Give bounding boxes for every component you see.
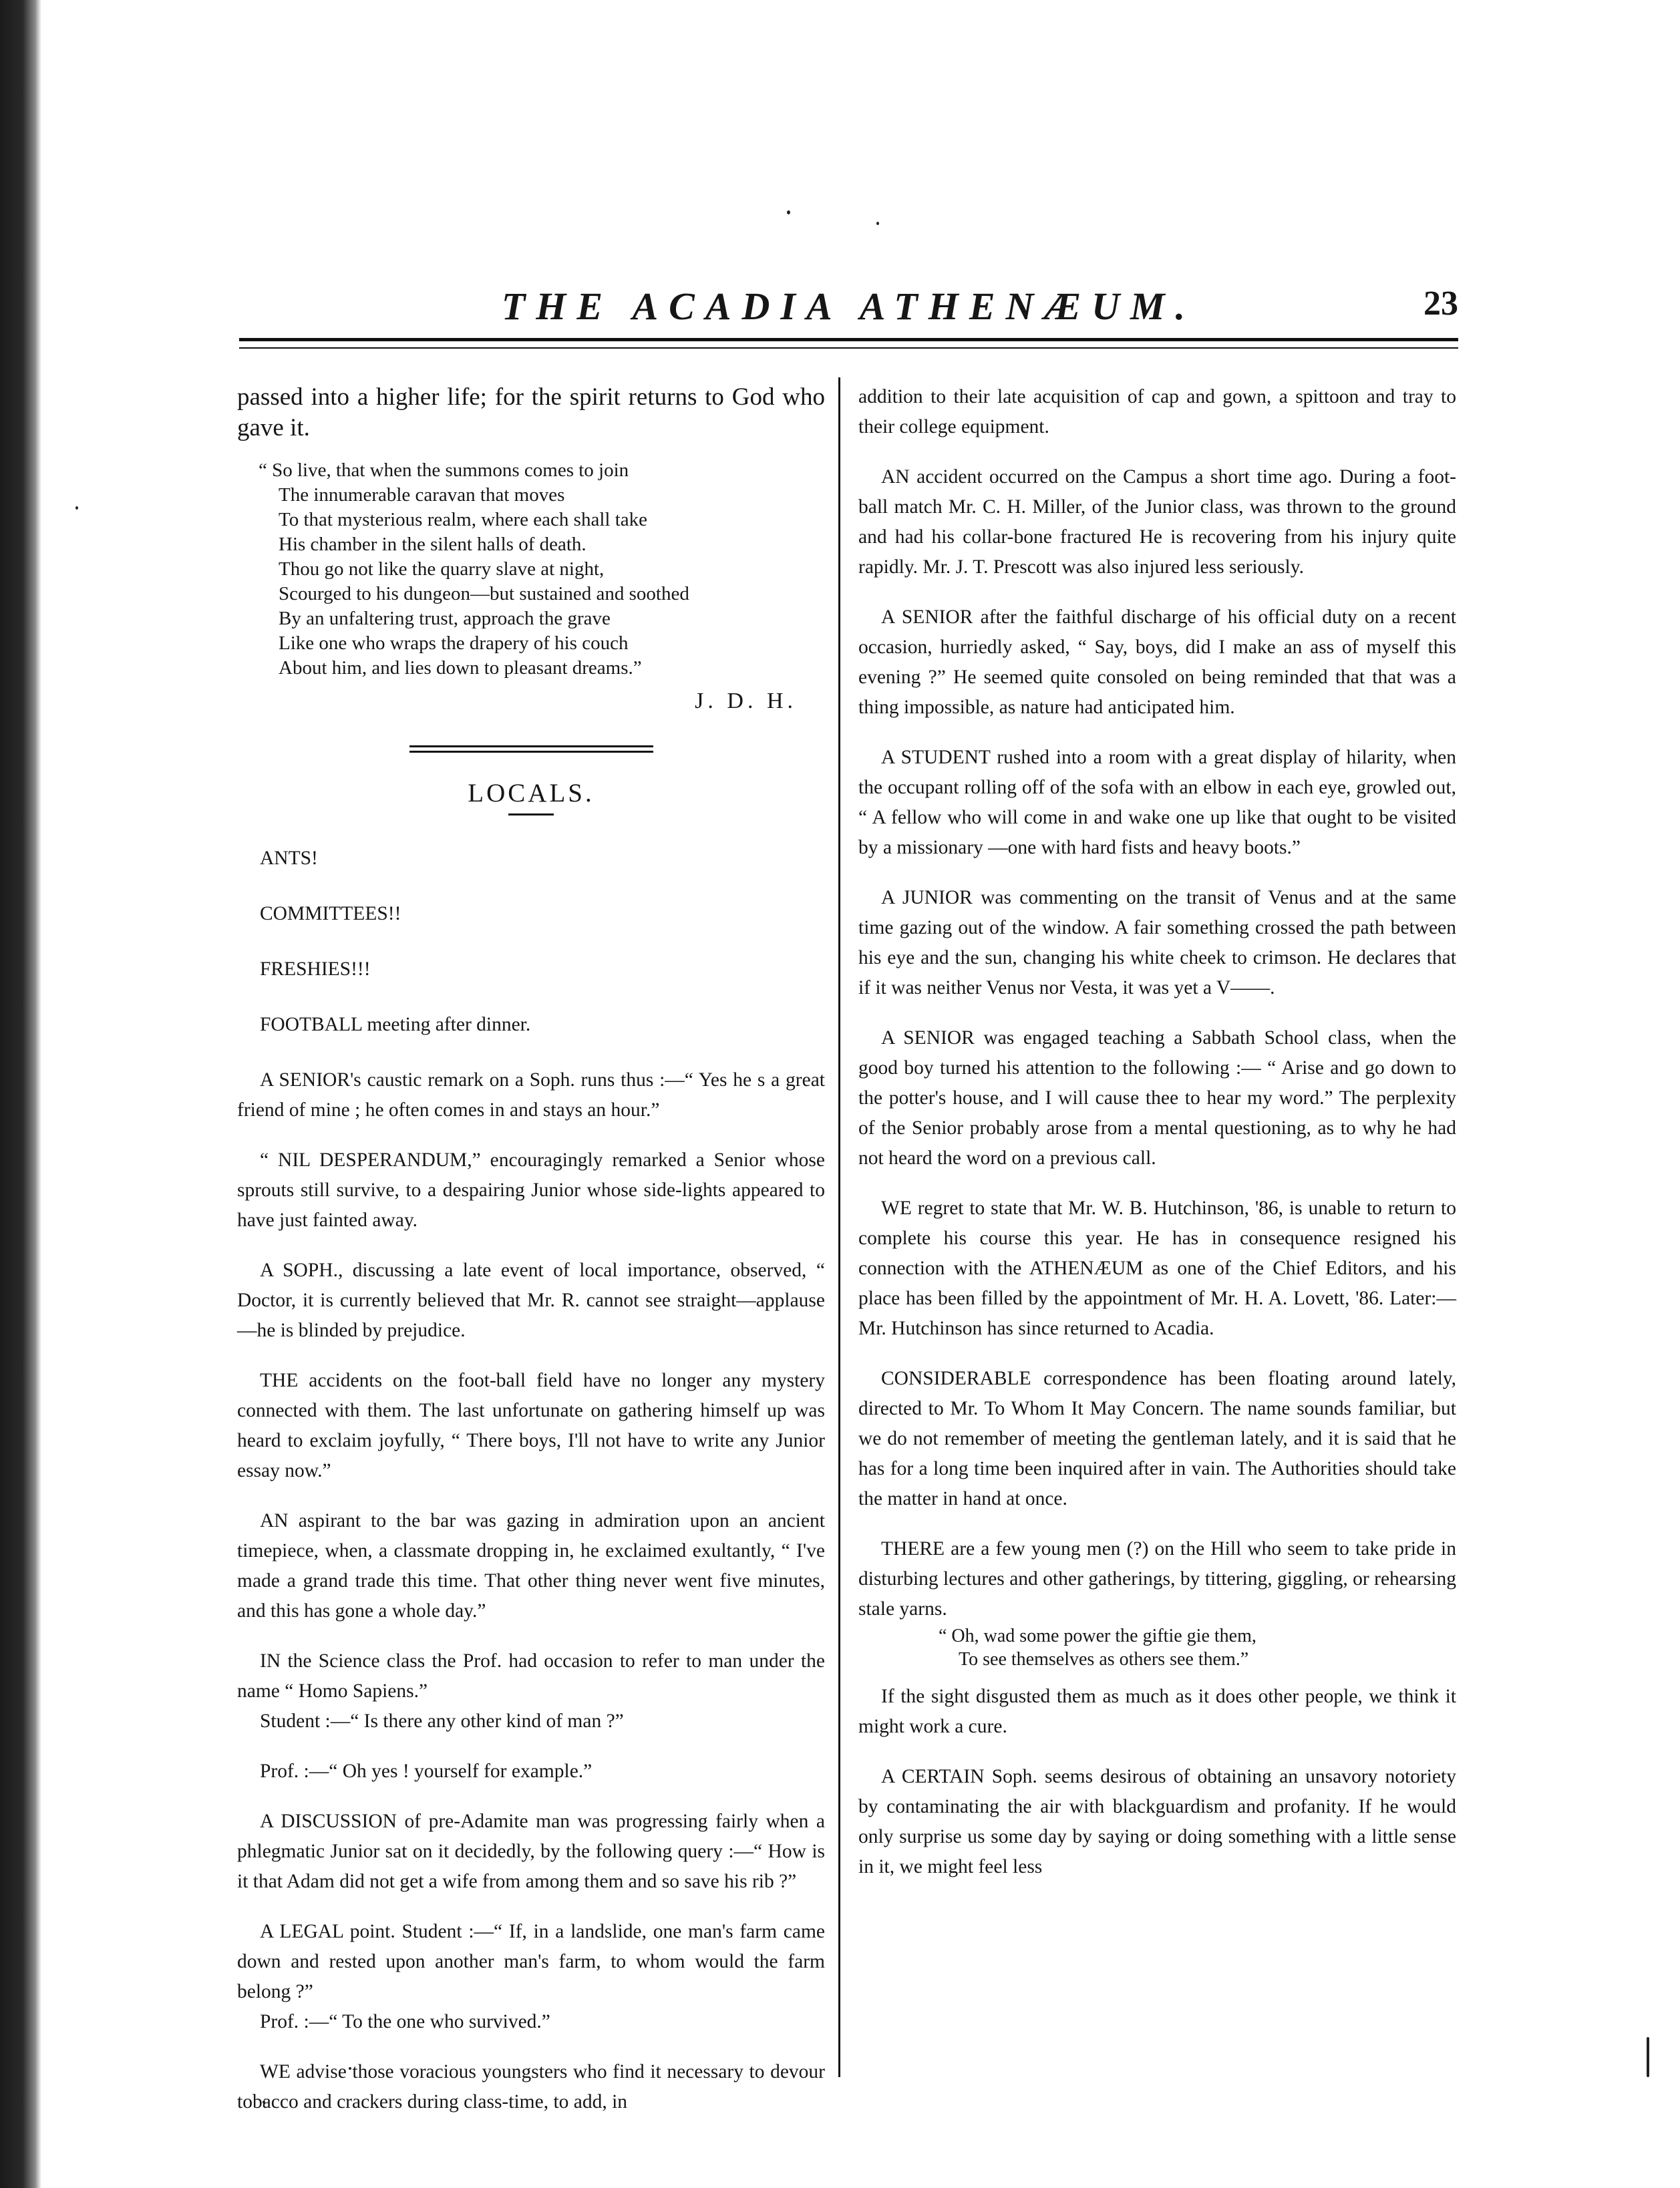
section-divider [409, 745, 653, 753]
local-item: A STUDENT rushed into a room with a great display of hilarity, when the occupant rolling off of the sofa with an elbow in each eye, growled out, “ A fellow who will come in and wake one up like that ought to be visited by a missionary —one with hard fists and heavy boots.” [858, 747, 1456, 858]
ink-speck [75, 506, 78, 510]
local-item: AN aspirant to the bar was gazing in admiration upon an ancient timepiece, when, a classmate dropping in, he exclaimed exultantly, “ I've made a grand trade this time. That other thing never went five minutes, and this has gone a whole day.” [237, 1510, 825, 1622]
local-item: FRESHIES!!! [260, 958, 371, 980]
continued-text: addition to their late acquisition of cap and gown, a spittoon and tray to their college equipment. [858, 386, 1456, 437]
poem-line: The innumerable caravan that moves [279, 484, 565, 506]
local-item: ANTS! [260, 848, 318, 869]
local-item: WE advise those voracious youngsters who find it necessary to devour tobacco and crackers during class-time, to add, in [237, 2061, 825, 2113]
poem-line: Like one who wraps the drapery of his couch [279, 632, 629, 654]
header-rule-thin [239, 347, 1458, 349]
local-item: COMMITTEES!! [260, 903, 401, 924]
section-heading-locals: LOCALS. [468, 779, 595, 807]
local-item: THERE are a few young men (?) on the Hill who seem to take pride in disturbing lectures and other gatherings, by tittering, giggling, or rehearsing stale yarns. [858, 1538, 1456, 1620]
local-item: A JUNIOR was commenting on the transit of Venus and at the same time gazing out of the window. A fair something crossed the path between his eye and the sun, changing his white cheek to crimson. He declares that if it was neither Venus nor Vesta, it was yet a V——. [858, 887, 1456, 998]
poem-line: Thou go not like the quarry slave at night, [279, 558, 605, 580]
ink-speck [787, 210, 790, 214]
local-item: A SOPH., discussing a late event of local importance, observed, “ Doctor, it is currently believed that Mr. R. cannot see straight—applause—he is blinded by prejudice. [237, 1260, 825, 1341]
verse-line: “ Oh, wad some power the giftie gie them, [939, 1626, 1256, 1646]
poem-signature: J. D. H. [695, 689, 797, 713]
continued-text: passed into a higher life; for the spirit returns to God who gave it. [237, 383, 825, 441]
column-divider [838, 377, 840, 2077]
local-item: THE accidents on the foot-ball field have no longer any mystery connected with them. The last unfortunate on gathering himself up was heard to exclaim joyfully, “ There boys, I'll not have to write any Junior essay now.” [237, 1370, 825, 1481]
journal-title: THE ACADIA ATHENÆUM. [501, 285, 1196, 328]
header-rule-thick [239, 338, 1458, 341]
local-item: A DISCUSSION of pre-Adamite man was progressing fairly when a phlegmatic Junior sat on it decidedly, by the following query :—“ How is it that Adam did not get a wife from among them and so save his rib ?” [237, 1811, 825, 1892]
local-item: CONSIDERABLE correspondence has been floating around lately, directed to Mr. To Whom It May Concern. The name sounds familiar, but we do not remember of meeting the gentleman lately, and it is said that he has for a long time been inquired after in vain. The Authorities should take the matter in hand at once. [858, 1368, 1456, 1509]
local-item: AN accident occurred on the Campus a short time ago. During a foot-ball match Mr. C. H. Miller, of the Junior class, was thrown to the ground and had his collar-bone fractured He is recovering from his injury quite rapidly. Mr. J. T. Prescott was also injured less seriously. [858, 466, 1456, 578]
dialogue-line: Prof. :—“ Oh yes ! yourself for example.” [260, 1761, 593, 1782]
ink-speck [1647, 2037, 1649, 2077]
local-item: A LEGAL point. Student :—“ If, in a landslide, one man's farm came down and rested upon another man's farm, to whom would the farm belong ?” [237, 1921, 825, 2002]
local-item: If the sight disgusted them as much as it does other people, we think it might work a cure. [858, 1686, 1456, 1737]
poem-line: To that mysterious realm, where each shall take [279, 509, 647, 530]
verse-line: To see themselves as others see them.” [959, 1649, 1249, 1670]
dialogue-line: Student :—“ Is there any other kind of man ?” [260, 1710, 624, 1732]
poem-line: His chamber in the silent halls of death. [279, 534, 586, 555]
poem-line: Scourged to his dungeon—but sustained and soothed [279, 583, 689, 604]
local-item: A SENIOR after the faithful discharge of his official duty on a recent occasion, hurriedly asked, “ Say, boys, did I make an ass of myself this evening ?” He seemed quite consoled on being reminded that that was a thing impossible, as nature had anticipated him. [858, 606, 1456, 718]
ink-speck [876, 222, 879, 225]
quoted-verse [939, 1624, 1456, 1671]
poem-line: About him, and lies down to pleasant dreams.” [279, 657, 642, 679]
local-item: A SENIOR's caustic remark on a Soph. runs thus :—“ Yes he s a great friend of mine ; he often comes in and stays an hour.” [237, 1069, 825, 1121]
poem-line: By an unfaltering trust, approach the grave [279, 608, 611, 629]
local-item: A SENIOR was engaged teaching a Sabbath School class, when the good boy turned his attention to the following :— “ Arise and go down to the potter's house, and I will cause thee to hear my word.” The perplexity of the Senior probably arose from a mental questioning, as to why he had not heard the word on a previous call. [858, 1027, 1456, 1169]
local-item: A CERTAIN Soph. seems desirous of obtaining an unsavory notoriety by contaminating the air with blackguardism and profanity. If he would only surprise us some day by saying or doing something with a little sense in it, we might feel less [858, 1766, 1456, 1877]
heading-underline [508, 813, 554, 815]
poem-line: “ So live, that when the summons comes to join [259, 460, 629, 481]
quoted-poem [259, 458, 825, 681]
right-column [858, 382, 1456, 1902]
local-item: IN the Science class the Prof. had occasion to refer to man under the name “ Homo Sapiens.” [237, 1650, 825, 1702]
dialogue-line: Prof. :—“ To the one who survived.” [260, 2011, 550, 2032]
local-item: “ NIL DESPERANDUM,” encouragingly remarked a Senior whose sprouts still survive, to a despairing Junior whose side-lights appeared to have just fainted away. [237, 1149, 825, 1231]
local-item: FOOTBALL meeting after dinner. [260, 1014, 531, 1035]
local-item: WE regret to state that Mr. W. B. Hutchinson, '86, is unable to return to complete his course this year. He has in consequence resigned his connection with the ATHENÆUM as one of the Chief Editors, and his place has been filled by the appointment of Mr. H. A. Lovett, '86. Later:—Mr. Hutchinson has since returned to Acadia. [858, 1198, 1456, 1339]
page-number: 23 [1423, 285, 1458, 323]
page-binding-edge [0, 0, 41, 2188]
left-column [237, 382, 825, 2137]
